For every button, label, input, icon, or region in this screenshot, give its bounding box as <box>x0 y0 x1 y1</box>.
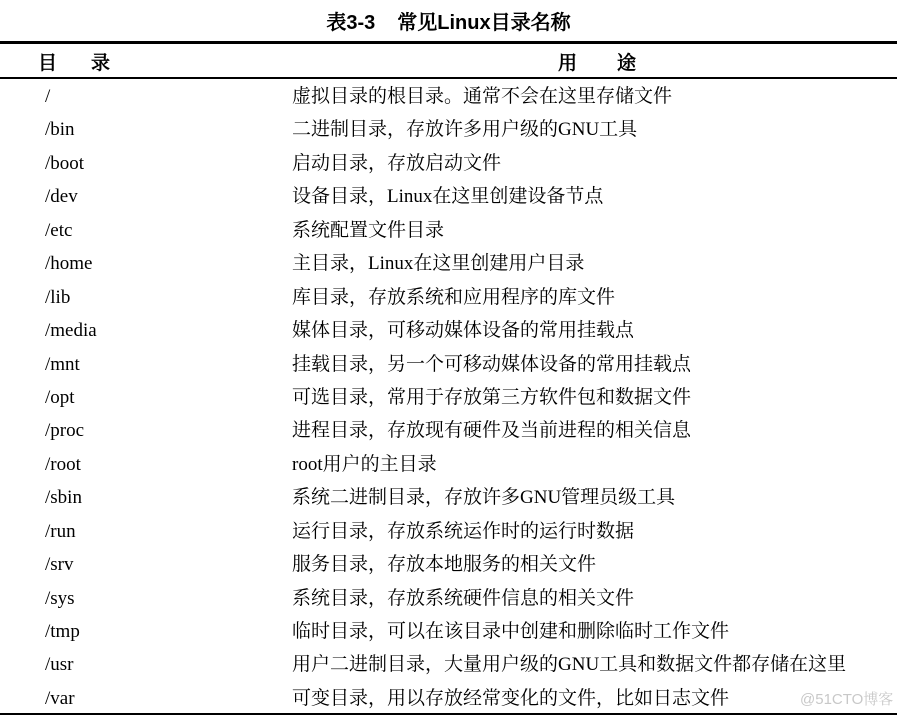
usage-cell: 临时目录，可以在该目录中创建和删除临时工作文件 <box>292 621 730 642</box>
usage-cell: 库目录，存放系统和应用程序的库文件 <box>292 286 616 308</box>
table-row <box>0 316 897 349</box>
table-row <box>0 182 897 215</box>
header-usage <box>558 48 636 75</box>
directory-cell: /opt <box>45 386 75 408</box>
table-caption: 常见Linux目录名称 <box>397 12 571 34</box>
usage-cell: 可变目录，用以存放经常变化的文件，比如日志文件 <box>292 687 730 709</box>
header-usage-char1: 用 <box>558 53 578 74</box>
directory-cell: /sys <box>45 587 75 609</box>
header-rule <box>0 77 897 79</box>
usage-cell: 二进制目录，存放许多用户级的GNU工具 <box>292 119 638 141</box>
directory-cell: / <box>45 86 51 107</box>
directory-cell: /bin <box>45 119 75 141</box>
directory-cell: /var <box>45 687 75 709</box>
table-row <box>0 82 897 115</box>
usage-cell: 进程目录，存放现有硬件及当前进程的相关信息 <box>292 420 692 442</box>
usage-cell: 挂载目录，另一个可移动媒体设备的常用挂载点 <box>292 353 692 375</box>
usage-cell: 启动目录，存放启动文件 <box>292 152 502 174</box>
bottom-rule <box>0 713 897 715</box>
usage-cell: 设备目录，Linux在这里创建设备节点 <box>292 186 604 208</box>
directory-cell: /sbin <box>45 487 82 509</box>
header-directory <box>38 48 110 75</box>
table-title <box>0 6 897 35</box>
usage-cell: 运行目录，存放系统运作时的运行时数据 <box>292 520 635 542</box>
directory-cell: /boot <box>45 152 85 174</box>
directory-cell: /tmp <box>45 621 80 642</box>
usage-cell: 系统目录，存放系统硬件信息的相关文件 <box>292 587 635 609</box>
directory-cell: /mnt <box>45 353 80 375</box>
directory-cell: /usr <box>45 654 74 676</box>
table-row <box>0 584 897 617</box>
table-row <box>0 450 897 483</box>
usage-cell: 虚拟目录的根目录。通常不会在这里存储文件 <box>292 86 673 107</box>
usage-cell: 用户二进制目录，大量用户级的GNU工具和数据文件都存储在这里 <box>292 654 847 676</box>
table-row <box>0 249 897 282</box>
directory-cell: /etc <box>45 219 73 241</box>
directory-cell: /srv <box>45 554 74 576</box>
directory-cell: /run <box>45 520 76 542</box>
header-usage-char2: 途 <box>617 53 637 74</box>
table-row <box>0 350 897 383</box>
table-row <box>0 617 897 650</box>
table-row <box>0 550 897 583</box>
directory-cell: /home <box>45 253 93 275</box>
table-row <box>0 149 897 182</box>
table-row <box>0 416 897 449</box>
table-row <box>0 483 897 516</box>
directory-cell: /lib <box>45 286 71 308</box>
usage-cell: 系统配置文件目录 <box>292 219 445 241</box>
table-body <box>0 82 897 717</box>
header-directory-char2: 录 <box>91 53 111 74</box>
directory-cell: /root <box>45 453 81 475</box>
directory-cell: /media <box>45 320 97 342</box>
table-row <box>0 216 897 249</box>
table-row <box>0 115 897 148</box>
usage-cell: 媒体目录，可移动媒体设备的常用挂载点 <box>292 320 635 342</box>
directory-cell: /dev <box>45 186 78 208</box>
table-row <box>0 517 897 550</box>
table-row <box>0 383 897 416</box>
header-directory-char1: 目 <box>38 53 58 74</box>
table-row <box>0 283 897 316</box>
table-row <box>0 650 897 683</box>
usage-cell: 服务目录，存放本地服务的相关文件 <box>292 554 597 576</box>
directory-cell: /proc <box>45 420 85 442</box>
usage-cell: 可选目录，常用于存放第三方软件包和数据文件 <box>292 386 692 408</box>
usage-cell: root用户的主目录 <box>292 453 437 475</box>
table-number: 表3-3 <box>326 12 376 34</box>
usage-cell: 主目录，Linux在这里创建用户目录 <box>292 253 585 275</box>
watermark: @51CTO博客 <box>800 691 894 708</box>
usage-cell: 系统二进制目录，存放许多GNU管理员级工具 <box>292 487 676 509</box>
top-rule <box>0 41 897 44</box>
